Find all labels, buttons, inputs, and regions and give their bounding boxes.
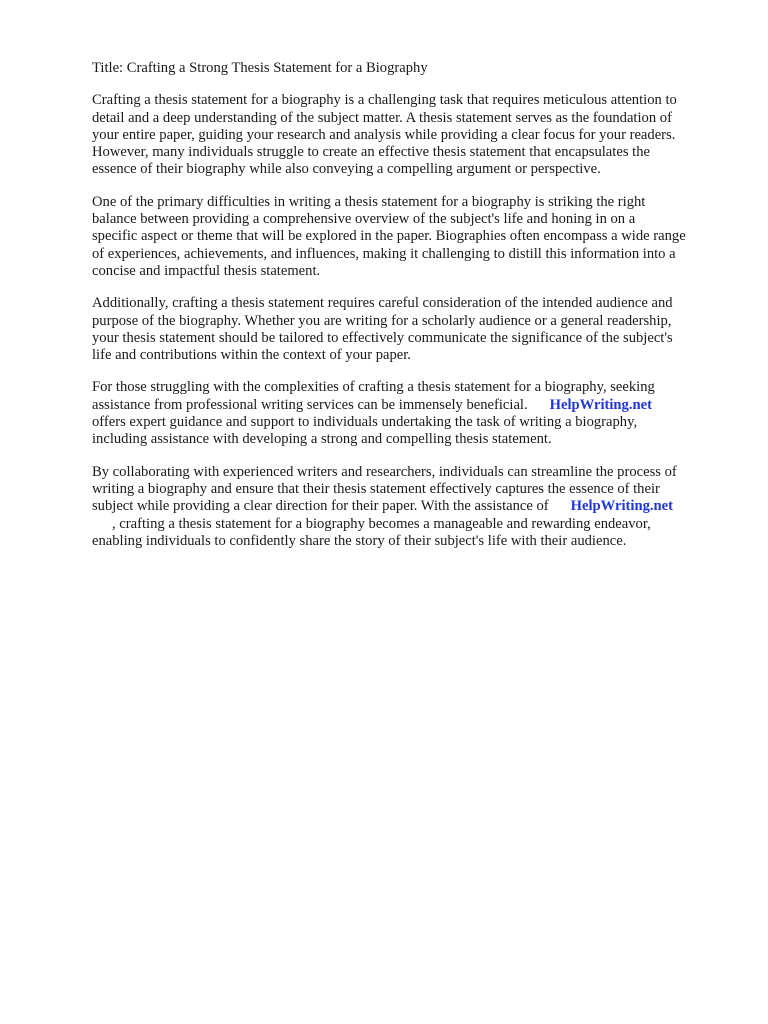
document-title: Title: Crafting a Strong Thesis Statement for a Biography <box>92 60 428 76</box>
text-line: your thesis statement should be tailored to effectively communicate the significance of the subject's <box>92 329 673 346</box>
text-line: One of the primary difficulties in writing a thesis statement for a biography is striking the right <box>92 193 646 210</box>
text-line: However, many individuals struggle to create an effective thesis statement that encapsulates the <box>92 144 650 161</box>
text-line <box>92 397 726 414</box>
text-line: detail and a deep understanding of the subject matter. A thesis statement serves as the foundation of <box>92 109 672 126</box>
paragraph-4 <box>92 379 726 448</box>
text-segment: assistance from professional writing services can be immensely beneficial. <box>92 396 528 413</box>
text-line: purpose of the biography. Whether you are writing for a scholarly audience or a general readership, <box>92 312 672 329</box>
text-line: concise and impactful thesis statement. <box>92 262 321 279</box>
paragraph-5 <box>92 464 726 550</box>
text-segment: , crafting a thesis statement for a biography becomes a manageable and rewarding endeavor, <box>112 515 651 532</box>
paragraph-3 <box>92 295 726 364</box>
text-line: For those struggling with the complexities of crafting a thesis statement for a biography, seeking <box>92 379 655 396</box>
text-line: your entire paper, guiding your research and analysis while providing a clear focus for your readers. <box>92 126 676 143</box>
text-segment: subject while providing a clear direction for their paper. With the assistance of <box>92 498 549 515</box>
paragraph-2 <box>92 194 726 280</box>
text-line: specific aspect or theme that will be explored in the paper. Biographies often encompass a wide range <box>92 228 686 245</box>
text-line: life and contributions within the context of your paper. <box>92 347 411 364</box>
text-line: balance between providing a comprehensive overview of the subject's life and honing in on a <box>92 211 636 228</box>
text-line: Additionally, crafting a thesis statement requires careful consideration of the intended audience and <box>92 295 673 312</box>
text-line: By collaborating with experienced writers and researchers, individuals can streamline the process of <box>92 463 677 480</box>
text-line: Crafting a thesis statement for a biography is a challenging task that requires meticulous attention to <box>92 92 677 109</box>
text-line: writing a biography and ensure that their thesis statement effectively captures the essence of their <box>92 480 660 497</box>
text-line: of experiences, achievements, and influences, making it challenging to distill this information into a <box>92 245 676 262</box>
text-line: offers expert guidance and support to individuals undertaking the task of writing a biography, <box>92 414 638 431</box>
helpwriting-link[interactable]: HelpWriting.net <box>570 498 673 515</box>
text-line <box>92 516 726 533</box>
text-line <box>92 498 726 515</box>
document-body <box>92 60 726 565</box>
text-line: including assistance with developing a strong and compelling thesis statement. <box>92 431 552 448</box>
paragraph-1 <box>92 92 726 178</box>
helpwriting-link[interactable]: HelpWriting.net <box>549 396 652 413</box>
text-line: essence of their biography while also conveying a compelling argument or perspective. <box>92 161 601 178</box>
text-line: enabling individuals to confidently share the story of their subject's life with their audience. <box>92 532 627 549</box>
